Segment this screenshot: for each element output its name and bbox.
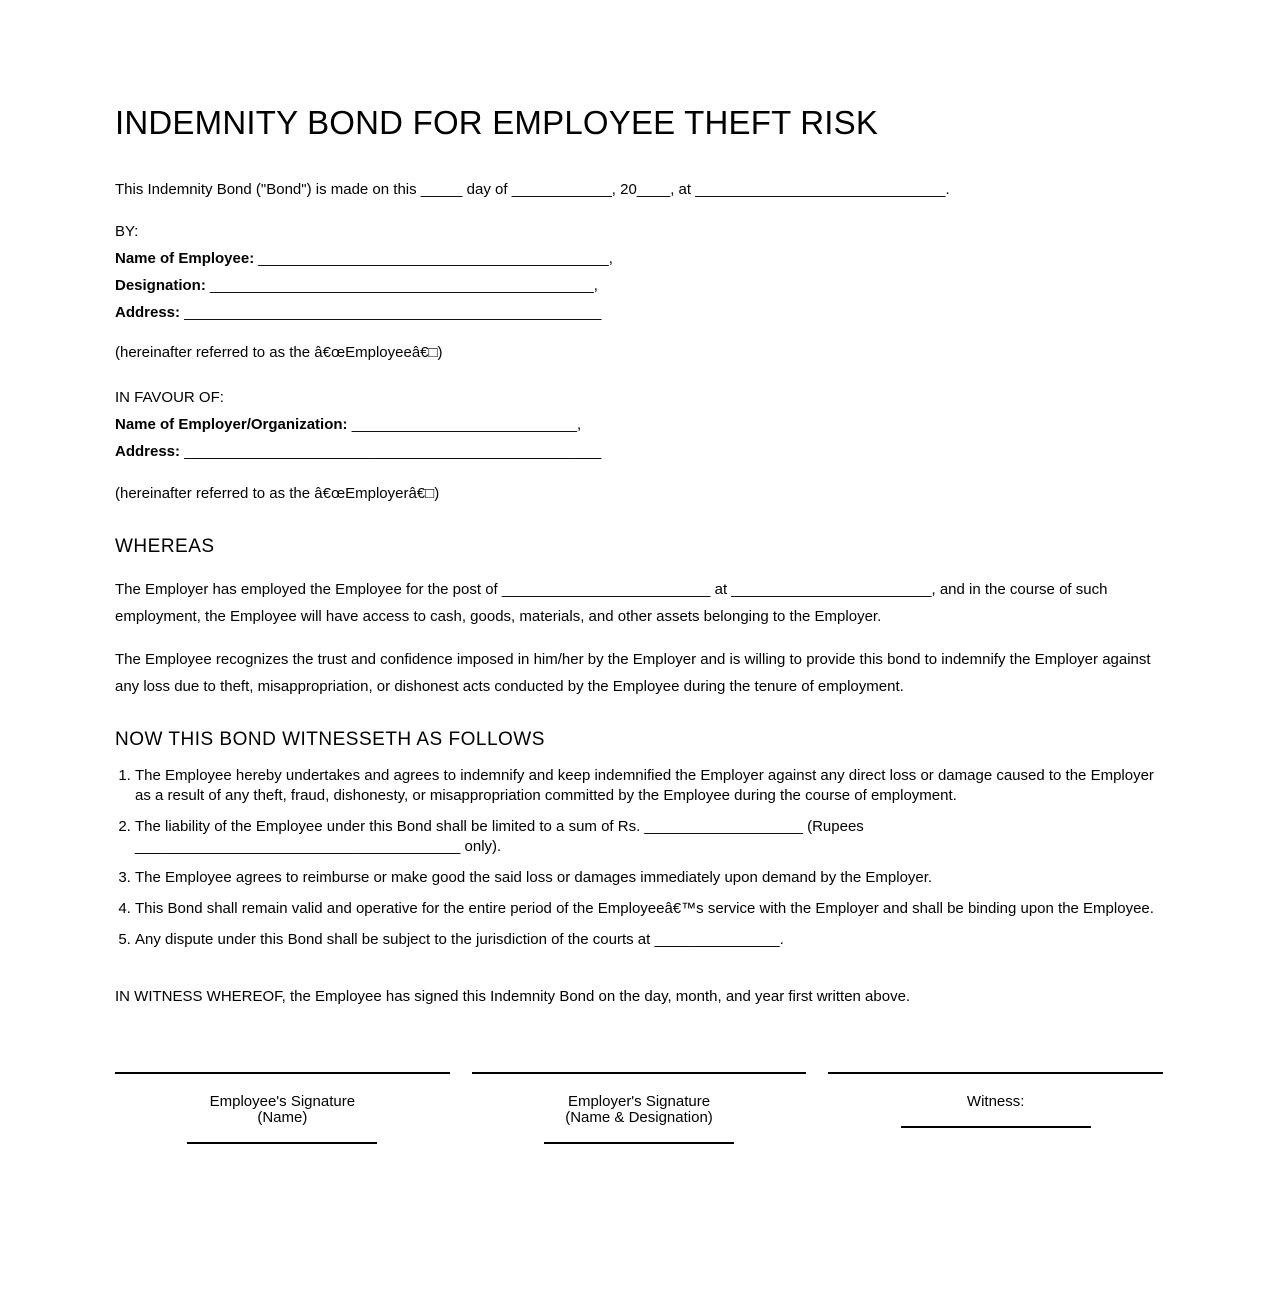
employee-signature-block [115, 1072, 450, 1144]
employee-signature-label: Employee's Signature [209, 1093, 356, 1110]
employer-signature-sublabel: (Name & Designation) [565, 1109, 713, 1126]
in-witness-clause: IN WITNESS WHEREOF, the Employee has signed this Indemnity Bond on the day, month, and year first written above. [115, 988, 911, 1005]
employee-name-fill-line [187, 1142, 377, 1144]
by-heading: BY: [115, 223, 139, 240]
clause-item-4: 4. This Bond shall remain valid and operative for the entire period of the Employeeâ€™s service with the Employer and shall be binding upon the Employee. [135, 899, 1163, 919]
witness-name-fill-line [901, 1126, 1091, 1128]
witness-signature-line [828, 1072, 1163, 1074]
clause-item-5: 5. Any dispute under this Bond shall be subject to the jurisdiction of the courts at _______________. [135, 930, 1163, 950]
employee-name-label: Name of Employee: [115, 250, 255, 267]
employee-name-row [115, 245, 1163, 272]
employer-address-blank: __________________________________________________ [180, 443, 602, 460]
clause-item-3: 3. The Employee agrees to reimburse or make good the said loss or damages immediately upon demand by the Employer. [135, 868, 1163, 888]
employee-address-label: Address: [115, 304, 181, 321]
employee-designation-row [115, 272, 1163, 299]
employer-signature-line [472, 1072, 807, 1074]
witness-signature-block [828, 1072, 1163, 1144]
employee-address-row [115, 299, 1163, 326]
in-favour-heading: IN FAVOUR OF: [115, 389, 224, 406]
intro-clause: This Indemnity Bond ("Bond") is made on this _____ day of ____________, 20____, at ______________________________. [115, 181, 950, 198]
clause-item-1: 1. The Employee hereby undertakes and agrees to indemnify and keep indemnified the Employer against any direct loss or damage caused to the Employer as a result of any theft, fraud, dishonesty, or misappropriation committed by the Employee during the course of employment. [135, 766, 1163, 806]
document-title: INDEMNITY BOND FOR EMPLOYEE THEFT RISK [115, 104, 879, 141]
employee-signature-line [115, 1072, 450, 1074]
employer-name-label: Name of Employer/Organization: [115, 416, 348, 433]
whereas-paragraph-2: The Employee recognizes the trust and confidence imposed in him/her by the Employer and is willing to provide this bond to indemnify the Employer against any loss due to theft, misappropriation, or dishonest acts conducted by the Employee during the tenure of employment. [115, 651, 1151, 695]
employer-name-row [115, 411, 1163, 438]
employer-name-fill-line [544, 1142, 734, 1144]
clause-item-2: 2. The liability of the Employee under this Bond shall be limited to a sum of Rs. ___________________ (Rupees _______________________________________ only). [135, 817, 1163, 857]
employee-designation-label: Designation: [115, 277, 206, 294]
employer-address-label: Address: [115, 443, 181, 460]
signature-section [115, 1072, 1163, 1144]
employer-signature-block [472, 1072, 807, 1144]
clauses-list [115, 766, 1163, 950]
employer-signature-label: Employer's Signature [567, 1093, 711, 1110]
whereas-heading: WHEREAS [115, 536, 215, 557]
whereas-paragraph-1: The Employer has employed the Employee for the post of _________________________ at ________________________, and in the course of such employment, the Employee will have access to cash, goods, materials, and other assets belonging to the Employer. [115, 581, 1108, 625]
employee-hereinafter-note: (hereinafter referred to as the â€œEmployeeâ€□) [115, 344, 443, 361]
employer-address-row [115, 438, 1163, 465]
employee-address-blank: __________________________________________________ [180, 304, 602, 321]
employee-signature-sublabel: (Name) [257, 1109, 308, 1126]
witness-label: Witness: [966, 1093, 1025, 1110]
witnesseth-heading: NOW THIS BOND WITNESSETH AS FOLLOWS [115, 729, 545, 750]
employee-name-blank: __________________________________________, [254, 250, 613, 267]
employer-hereinafter-note: (hereinafter referred to as the â€œEmployerâ€□) [115, 485, 440, 502]
employer-name-blank: ___________________________, [347, 416, 582, 433]
employee-designation-blank: ______________________________________________, [205, 277, 598, 294]
